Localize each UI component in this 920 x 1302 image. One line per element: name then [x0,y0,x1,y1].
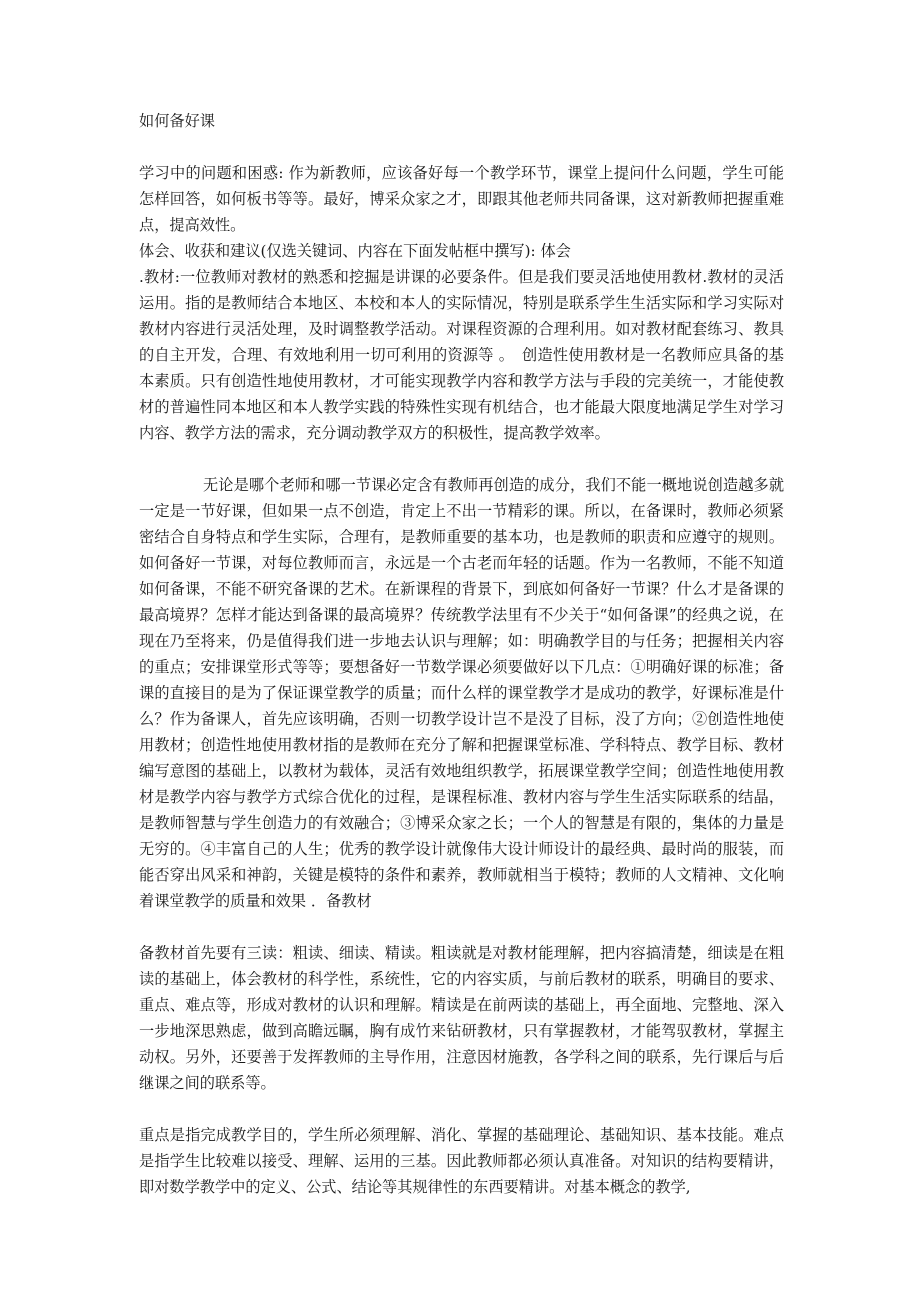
document-title: 如何备好课 [139,112,215,130]
paragraph-reflection-heading: 体会、收获和建议(仅选关键词、内容在下面发帖框中撰写): 体会 [139,242,571,260]
document-page [139,108,784,1200]
paragraph-three-readings: 备教材首先要有三读：粗读、细读、精读。粗读就是对教材能理解，把内容搞清楚，细读是在粗读的基础上，体会教材的科学性，系统性，它的内容实质，与前后教材的联系，明确目的要求、重点、难点等，形成对教材的认识和理解。精读是在前两读的基础上，再全面地、完整地、深入一步地深思熟虑，做到高瞻远瞩，胸有成竹来钻研教材，只有掌握教材，才能驾驭教材，掌握主动权。另外，还要善于发挥教师的主导作用，注意因材施教，各学科之间的联系，先行课后与后继课之间的联系等。 [139,944,784,1092]
paragraph-key-points: 重点是指完成教学目的，学生所必须理解、消化、掌握的基础理论、基础知识、基本技能。难点是指学生比较难以接受、理解、运用的三基。因此教师都必须认真准备。对知识的结构要精讲，即对数学教学中的定义、公式、结论等其规律性的东西要精讲。对基本概念的教学, [139,1126,784,1196]
paragraph-questions: 学习中的问题和困惑: 作为新教师，应该备好每一个教学环节，课堂上提问什么问题，学生可能怎样回答，如何板书等等。最好，博采众家之才，即跟其他老师共同备课，这对新教师把握重难点，提高效性。 [139,164,784,234]
paragraph-creativity: 无论是哪个老师和哪一节课必定含有教师再创造的成分，我们不能一概地说创造越多就一定是一节好课，但如果一点不创造，肯定上不出一节精彩的课。所以，在备课时，教师必须紧密结合自身特点和学生实际，合理有，是教师重要的基本功，也是教师的职责和应遵守的规则。如何备好一节课，对每位教师而言，永远是一个古老而年轻的话题。作为一名教师，不能不知道如何备课，不能不研究备课的艺术。在新课程的背景下，到底如何备好一节课？什么才是备课的最高境界？怎样才能达到备课的最高境界？传统教学法里有不少关于“如何备课”的经典之说，在现在乃至将来，仍是值得我们进一步地去认识与理解；如：明确教学目的与任务；把握相关内容的重点；安排课堂形式等等；要想备好一节数学课必须要做好以下几点：①明确好课的标准；备课的直接目的是为了保证课堂教学的质量；而什么样的课堂教学才是成功的教学，好课标准是什么？作为备课人，首先应该明确，否则一切教学设计岂不是没了目标，没了方向；②创造性地使用教材；创造性地使用教材指的是教师在充分了解和把握课堂标准、学科特点、教学目标、教材编写意图的基础上，以教材为载体，灵活有效地组织教学，拓展课堂教学空间；创造性地使用教材是教学内容与教学方式综合优化的过程，是课程标准、教材内容与学生生活实际联系的结晶，是教师智慧与学生创造力的有效融合；③博采众家之长；一个人的智慧是有限的，集体的力量是无穷的。④丰富自己的人生；优秀的教学设计就像伟大设计师设计的最经典、最时尚的服装，而能否穿出风采和神韵，关键是模特的条件和素养，教师就相当于模特；教师的人文精神、文化响着课堂教学的质量和效果 ．备教材 [139,476,784,910]
paragraph-textbook: .教材:一位教师对教材的熟悉和挖掘是讲课的必要条件。但是我们要灵活地使用教材.教材的灵活运用。指的是教师结合本地区、本校和本人的实际情况，特别是联系学生生活实际和学习实际对教材内容进行灵活处理，及时调整教学活动。对课程资源的合理利用。如对教材配套练习、教具的自主开发，合理、有效地利用一切可利用的资源等 。 创造性使用教材是一名教师应具备的基本素质。只有创造性地使用教材，才可能实现教学内容和教学方法与手段的完美统一，才能使教材的普遍性同本地区和本人教学实践的特殊性实现有机结合，也才能最大限度地满足学生对学习内容、教学方法的需求，充分调动教学双方的积极性，提高教学效率。 [139,268,784,442]
